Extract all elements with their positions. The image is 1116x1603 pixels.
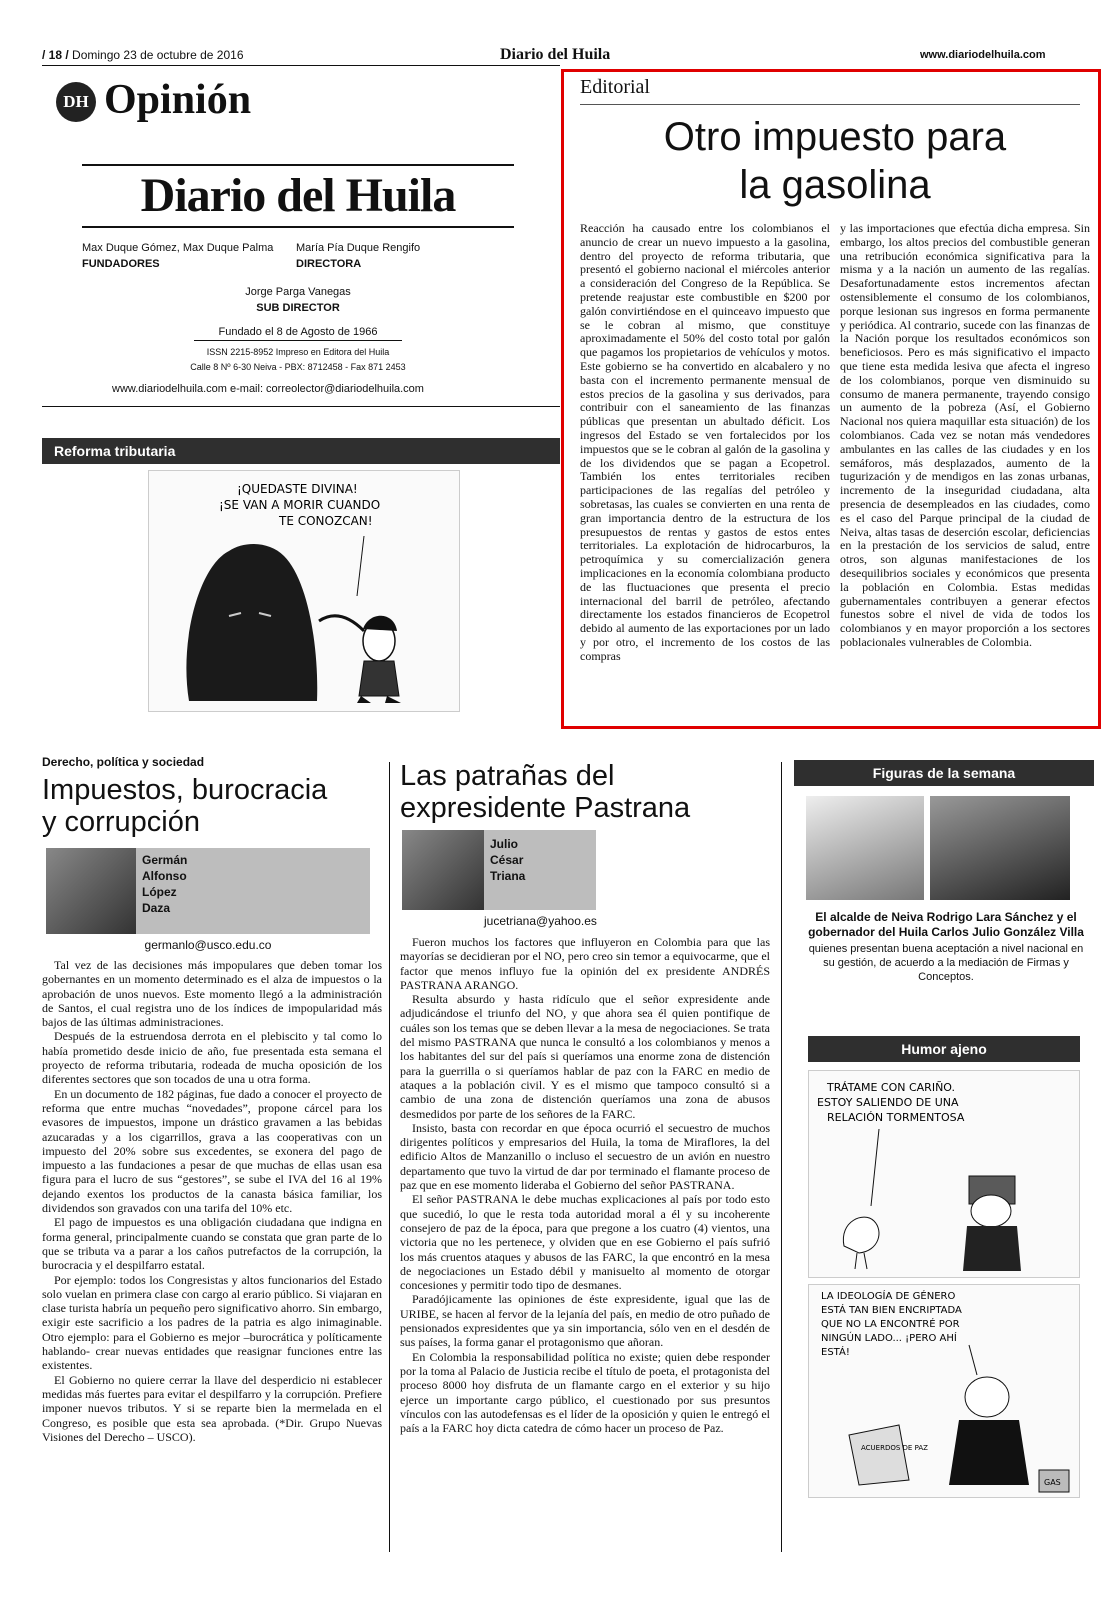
- cartoon-section-bar: Reforma tributaria: [42, 438, 560, 464]
- article1-body: [42, 958, 382, 1444]
- humor-cartoon-1: [808, 1070, 1080, 1278]
- article1-paragraph: En un documento de 182 páginas, fue dado a conocer el proyecto de reforma que entre muchas “novedades”, propone cárcel para los evasores de impuestos, impone un drástico gravamen a las bebidas azucaradas y a los cigarrillos, grava a las cooperativas con un impuesto del 20% sobre sus excedentes, se exonera del pago de impuesto a las fundaciones a pesar de que muchas de ellas usan esa figura para el lucro de sus “gestores”, se sube el IVA del 16 al 19% dejando exentos los productos de la canasta básica familiar, los dividendos son gravados con una tarifa del 10% etc.: [42, 1086, 382, 1216]
- humor1-line3: RELACIÓN TORMENTOSA: [827, 1111, 965, 1124]
- article1-paragraph: El Gobierno no quiere cerrar la llave del desperdicio ni establecer medidas más fuertes para evitar el despilfarro y la corrupción. Prefiere imponer nuevos tributos. Y si se reparte bien la mermelada en el Congreso, es posible que esta sea aprobada. (*Dir. Grupo Nuevas Visiones del Derecho – USCO).: [42, 1372, 382, 1444]
- article2-paragraph: Insisto, basta con recordar en que época ocurrió el secuestro de muchos dirigentes políticos y empresarios del Huila, la toma de Miraflores, la del edificio Altos de Manzanillo o incluso el secuestro de un avión en nuestro departamento que tuvo la virtud de dar por terminado el flamante proceso de paz que en ese momento lideraba el Gobierno del señor PASTRANA.: [400, 1120, 770, 1193]
- column-divider-2: [781, 762, 782, 1552]
- issn-line: ISSN 2215-8952 Impreso en Editora del Huila: [206, 347, 390, 357]
- address-line: Calle 8 Nº 6-30 Neiva - PBX: 8712458 - Fax 871 2453: [190, 362, 406, 372]
- figuras-bar: Figuras de la semana: [794, 760, 1094, 786]
- article1-paragraph: Después de la estruendosa derrota en el plebiscito y tal como lo había prometido desde inicio de año, fue presentada esta semana el proyecto de reforma tributaria, rodeada de mucha oposición de los diferentes sectores que son tocados de una u otra forma.: [42, 1029, 382, 1087]
- editorial-column-1: Reacción ha causado entre los colombianos el anuncio de crear un nuevo impuesto a la gasolina, dentro del proyecto de reforma tributaria, que presentó el gobierno nacional el miércoles anterior a consideración del Congreso de la República. Se pretende reajustar este combustible en $200 por galón convirtiéndose en el quinceavo impuesto que se le cobran al mismo, que constituye aproximadamente el 50% del costo total por galón que pagamos los propietarios de vehículos y motos. Este gobierno se ha convertido en alcabalero y no basta con el incremento permanente mensual de estos precios de la gasolina y sus derivados, para contribuir con el saneamiento de las finanzas públicas que presentan un abultado déficit. Los ingresos del Estado se ven fortalecidos por los impuestos que se le cobran al galón de la gasolina y de los dividendos que se pagan a Ecopetrol. También los entes territoriales reciben participaciones de las regalías del petróleo y sobretasas, las cuales se convierten en una renta de gran importancia dentro de la estructura de los presupuestos de rentas y gastos de estos entes territoriales. La explotación de hidrocarburos, la petroquímica y su comercialización genera implicaciones en la economía colombiana producto de las fluctuaciones que presenta el precio internacional del barril de petróleo, afectando directamente los estados financieros de Ecopetrol debido al aumento de las exportaciones por un lado y por otro, el incremento de los costos de las compras: [580, 221, 830, 663]
- site-url: www.diariodelhuila.com: [920, 49, 1046, 61]
- humor-cartoon-2: [808, 1284, 1080, 1498]
- article2-paragraph: Fueron muchos los factores que influyeron en Colombia para que las mayorías se decidieran por el NO, pero creo sin temor a equivocarme, que el factor que menos influyo fue la opinión del ex presidente ANDRÉS PASTRANA ARANGO.: [400, 935, 770, 992]
- editorial-title-line2: la gasolina: [739, 163, 931, 207]
- article1-paragraph: El pago de impuestos es una obligación ciudadana que indigna en forma general, principalmente cuando se constata que gran parte de lo que se tributa va a parar a los caños putrefactos de la corrupción, la burocracia y el despilfarro estatal.: [42, 1215, 382, 1273]
- author1-first: Germán: [142, 853, 188, 867]
- article2-paragraph: Resulta absurdo y hasta ridículo que el señor expresidente ande adjudicándose el triunfo del NO, y que ahora sea él quien pontifique de cuáles son los temas que se deben llevar a la mesa de negociaciones. Se trata del mismo PASTRANA que nunca le consultó a los colombianos y menos a los habitantes del sur del país si queríamos una enorme zona de distención para la guerrilla o si queríamos hablar de paz con la FARC en medio de ataques a la población civil. Y es el mismo que tampoco consultó si a cambio de una zona de distención queríamos una zona de abusos desmedidos por parte de los señores de la FARC.: [400, 992, 770, 1121]
- article2-title-line1: Las patrañas del: [400, 760, 615, 792]
- masthead-name: Diario del Huila: [82, 164, 514, 228]
- page-header-date: [42, 48, 244, 62]
- author1-name: [136, 848, 370, 916]
- director-name: María Pía Duque Rengifo: [296, 242, 421, 254]
- column-divider-1: [389, 762, 390, 1552]
- humor2-line2: ESTÁ TAN BIEN ENCRIPTADA: [821, 1305, 962, 1316]
- editorial-title-line1: Otro impuesto para: [663, 115, 1007, 159]
- priest-body: [949, 1420, 1029, 1485]
- figuras-caption-bold: El alcalde de Neiva Rodrigo Lara Sánchez y el gobernador del Huila Carlos Julio González Villa: [808, 910, 1084, 939]
- author1-second: Alfonso: [142, 869, 187, 883]
- contact-line: www.diariodelhuila.com e-mail: correolector@diariodelhuila.com: [112, 383, 424, 395]
- article2-body: [400, 935, 770, 1435]
- author2-name-panel: [484, 830, 596, 910]
- author2-name: [484, 830, 596, 884]
- figure-photo-governor: [930, 796, 1070, 900]
- founders-label: FUNDADORES: [82, 258, 160, 270]
- author2-first: Julio: [490, 837, 519, 851]
- article2-paragraph: El señor PASTRANA le debe muchas explicaciones al país por todo esto que sucedió, lo que le resta toda autoridad moral a él y su incoherente consejero de paz de la época, para que pregone a los cuatro (4) vientos, una victoria que no les pertenece, y olviden que en ese Gobierno el país sufrió los más cruentos ataques y abusos de las FARC, la que encontró en la mesa de negociaciones un Estado débil y manisuelto al momento de otorgar concesiones y permitir todo tipo de desmanes.: [400, 1192, 770, 1293]
- dove-figure: [843, 1217, 879, 1253]
- humor-cartoon-2-drawing: [809, 1285, 1079, 1497]
- priest-head: [965, 1377, 1009, 1417]
- humor1-line2: ESTOY SALIENDO DE UNA: [817, 1096, 959, 1109]
- article1-title: [42, 774, 382, 838]
- soldier-body: [963, 1226, 1021, 1271]
- cartoon-speech-1: ¡QUEDASTE DIVINA!: [237, 482, 358, 496]
- editorial-rule: [580, 104, 1080, 105]
- author2-third: Triana: [490, 869, 526, 883]
- author2-photo-frame: [402, 830, 484, 910]
- dh-logo: DH: [56, 82, 96, 122]
- gorilla-figure: [186, 544, 317, 701]
- humor2-line1: LA IDEOLOGÍA DE GÉNERO: [821, 1291, 956, 1302]
- humor2-line3: QUE NO LA ENCONTRÉ POR: [821, 1319, 960, 1330]
- article1-title-line1: Impuestos, burocracia: [42, 774, 328, 806]
- subdirector-label: SUB DIRECTOR: [256, 302, 340, 314]
- author1-photo-frame: [46, 848, 136, 934]
- author1-third: López: [142, 885, 177, 899]
- editorial-title: [570, 113, 1100, 209]
- article1-paragraph: Por ejemplo: todos los Congresistas y altos funcionarios del Estado solo vuelan en primera clase con cargo al erario público. Si viajaran en clase turista habría un pequeño pero significativo ahorro. Sin embargo, exigir este sacrificio a los padres de la patria es algo inimaginable. Otro ejemplo: para el Gobierno es mejor –burocrática y políticamente hablando- crear nuevas entidades que reasignar funciones entre las existentes.: [42, 1272, 383, 1373]
- author1-fourth: Daza: [142, 901, 171, 915]
- author1-name-panel: [136, 848, 370, 934]
- humor2-sign: ACUERDOS DE PAZ: [861, 1444, 928, 1452]
- issue-date: Domingo 23 de octubre de 2016: [72, 48, 244, 62]
- humor-cartoon-1-drawing: [809, 1071, 1079, 1277]
- section-title: Opinión: [104, 77, 252, 123]
- article2-title: [400, 760, 770, 824]
- author1-photo: [46, 848, 136, 934]
- founded-date: Fundado el 8 de Agosto de 1966: [194, 326, 402, 341]
- director-label: DIRECTORA: [296, 258, 362, 270]
- humor2-line5: ESTÁ!: [821, 1347, 850, 1358]
- article1-kicker: Derecho, política y sociedad: [42, 755, 205, 769]
- founders-names: Max Duque Gómez, Max Duque Palma: [82, 242, 274, 254]
- page-number: / 18 /: [42, 48, 69, 62]
- author2-email: jucetriana@yahoo.es: [484, 914, 597, 928]
- figure-photo-mayor: [806, 796, 924, 900]
- masthead-rule: [42, 406, 560, 407]
- article2-title-line2: expresidente Pastrana: [400, 792, 691, 824]
- article1-paragraph: Tal vez de las decisiones más impopulares que deben tomar los gobernantes en un momento determinado es el alza de impuestos o la aprobación de unos nuevos. Este momento llegó a la administración de Santos, el cual registra uno de los índices de impopularidad más bajos de las últimas administraciones.: [42, 958, 382, 1030]
- cartoon-drawing: [149, 471, 459, 711]
- cartoon-speech-2: ¡SE VAN A MORIR CUANDO: [219, 498, 381, 512]
- figuras-caption: quienes presentan buena aceptación a nivel nacional en su gestión, de acuerdo a la mediación de Firmas y Conceptos.: [808, 943, 1084, 983]
- author2-second: César: [490, 853, 524, 867]
- author1-email: germanlo@usco.edu.co: [144, 938, 272, 952]
- author2-photo: [402, 830, 484, 910]
- humor-bar: Humor ajeno: [808, 1036, 1080, 1062]
- reforma-cartoon: [148, 470, 460, 712]
- article2-paragraph: En Colombia la responsabilidad política no existe; quien debe responder por la toma al Palacio de Justicia recibe el título de poeta, el protagonista del proceso 8000 hoy disfruta de un flamante cargo en el exterior y su hijo ejerce un importante cargo público, el cuestionado por sus presuntos vínculos con las autodefensas es el líder de la oposición y quien le entregó el país a la FARC hoy dicta catedra de cómo hacer un proceso de Paz.: [400, 1349, 770, 1436]
- humor1-line1: TRÁTAME CON CARIÑO.: [827, 1081, 956, 1094]
- paper-name-header: Diario del Huila: [500, 46, 611, 63]
- header-rule: [42, 65, 560, 66]
- subdirector-name: Jorge Parga Vanegas: [245, 286, 351, 298]
- article1-title-line2: y corrupción: [42, 806, 200, 838]
- article2-paragraph: Paradójicamente las opiniones de éste expresidente, igual que las de URIBE, se hacen al fervor de la lejanía del país, en medio de otro puñado de pensionados expresidentes que ya sin importancia, sólo ven en el desdén de sus países, la forma ganar el protagonismo que añoran.: [400, 1292, 770, 1350]
- humor2-line4: NINGÚN LADO... ¡PERO AHÍ: [821, 1333, 957, 1344]
- editorial-label: Editorial: [580, 76, 650, 98]
- humor2-gas: GAS: [1044, 1478, 1061, 1487]
- editorial-column-2: y las importaciones que efectúa dicha empresa. Sin embargo, los altos precios del combustible generan una retribución económica significativa para la misma y a la nación un aumento de las regalías. Desafortunadamente estos incrementos afectan ostensiblemente el consumo de los colombianos, porque lesionan sus ingresos en forma permanente y periódica. Al contrario, sucede con las finanzas de la Nación porque los resultados económicos son beneficiosos. Pero es más significativo el impacto que tiene esta medida lesiva que afecta el ingreso de los colombianos, porque ven disminuido su consumo de manera permanente, trayendo consigo un aumento de la pobreza (Así, el Gobierno Nacional nos quiera maquillar esta situación) de los colombianos. Cada vez se notan más vendedores ambulantes en las calles de las ciudades y en los semáforos, más desplazados, aumento de la tugurización y de mendigos en las zonas urbanas, incremento de la inseguridad ciudadana, alta presencia de desempleados en las ciudades, como es el caso del Parque principal de la ciudad de Neiva, altas tasas de deserción escolar, deficiencias en la prestación de los servicios de salud, entre otros, son algunas manifestaciones de los desequilibrios sociales y económicos que presenta la población en Colombia. Estas medidas gubernamentales contribuyen a generar efectos funestos sobre el nivel de vida de todos los colombianos y en mayor proporción a los sectores poblacionales vulnerables de Colombia.: [840, 221, 1090, 649]
- cartoon-speech-3: TE CONOZCAN!: [279, 514, 373, 528]
- peace-accord-document: [849, 1425, 909, 1485]
